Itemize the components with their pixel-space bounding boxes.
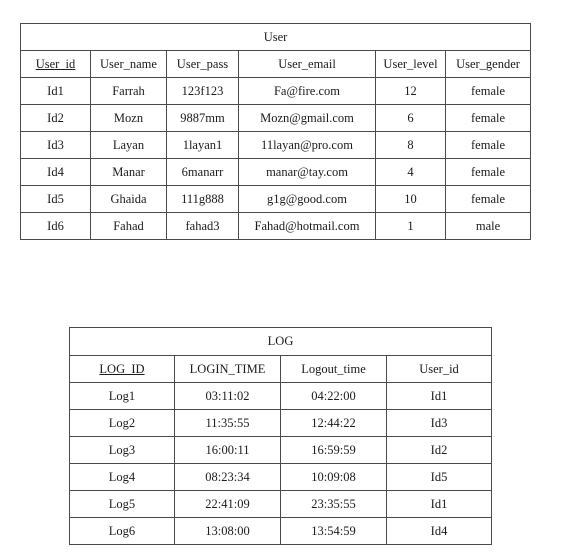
user-id-cell: Id2 [21, 105, 91, 132]
user-id-cell: Id5 [21, 186, 91, 213]
table-row [70, 491, 492, 518]
table-row [70, 410, 492, 437]
user-pass-cell: 9887mm [167, 105, 239, 132]
user-name-cell: Fahad [91, 213, 167, 240]
login-time-cell: 22:41:09 [175, 491, 281, 518]
log-id-cell: Log5 [70, 491, 175, 518]
user-email-cell: Fa@fire.com [239, 78, 376, 105]
log-table [69, 327, 492, 545]
table-row [21, 186, 531, 213]
user-gender-cell: female [446, 132, 531, 159]
log-id-cell: Log2 [70, 410, 175, 437]
user-gender-cell: female [446, 78, 531, 105]
user-table-title: User [21, 24, 531, 51]
user-email-cell: 11layan@pro.com [239, 132, 376, 159]
log-id-cell: Log1 [70, 383, 175, 410]
table-row [21, 132, 531, 159]
user-email-cell: manar@tay.com [239, 159, 376, 186]
table-row [21, 213, 531, 240]
user-name-cell: Layan [91, 132, 167, 159]
log-user-id-cell: Id5 [387, 464, 492, 491]
log-table-header-row [70, 356, 492, 383]
user-gender-cell: male [446, 213, 531, 240]
user-name-cell: Ghaida [91, 186, 167, 213]
user-id-cell: Id1 [21, 78, 91, 105]
user-email-cell: Mozn@gmail.com [239, 105, 376, 132]
log-id-cell: Log4 [70, 464, 175, 491]
login-time-cell: 03:11:02 [175, 383, 281, 410]
user-gender-cell: female [446, 159, 531, 186]
column-header-login-time: LOGIN_TIME [175, 356, 281, 383]
user-level-cell: 10 [376, 186, 446, 213]
log-user-id-cell: Id1 [387, 383, 492, 410]
user-pass-cell: fahad3 [167, 213, 239, 240]
column-header-user-level: User_level [376, 51, 446, 78]
user-email-cell: g1g@good.com [239, 186, 376, 213]
table-row [21, 159, 531, 186]
column-header-logout-time: Logout_time [281, 356, 387, 383]
user-level-cell: 12 [376, 78, 446, 105]
table-row [21, 105, 531, 132]
user-pass-cell: 1layan1 [167, 132, 239, 159]
column-header-user-id: User_id [21, 51, 91, 78]
user-pass-cell: 111g888 [167, 186, 239, 213]
user-id-cell: Id4 [21, 159, 91, 186]
log-id-cell: Log3 [70, 437, 175, 464]
log-table-title: LOG [70, 328, 492, 356]
logout-time-cell: 04:22:00 [281, 383, 387, 410]
login-time-cell: 08:23:34 [175, 464, 281, 491]
table-row [21, 78, 531, 105]
table-row [70, 464, 492, 491]
column-header-log-id: LOG_ID [70, 356, 175, 383]
log-user-id-cell: Id1 [387, 491, 492, 518]
user-gender-cell: female [446, 105, 531, 132]
column-header-user-gender: User_gender [446, 51, 531, 78]
logout-time-cell: 10:09:08 [281, 464, 387, 491]
logout-time-cell: 12:44:22 [281, 410, 387, 437]
column-header-user-email: User_email [239, 51, 376, 78]
logout-time-cell: 23:35:55 [281, 491, 387, 518]
table-row [70, 437, 492, 464]
log-user-id-cell: Id4 [387, 518, 492, 545]
login-time-cell: 16:00:11 [175, 437, 281, 464]
log-id-cell: Log6 [70, 518, 175, 545]
column-header-log-user-id: User_id [387, 356, 492, 383]
logout-time-cell: 16:59:59 [281, 437, 387, 464]
user-level-cell: 4 [376, 159, 446, 186]
logout-time-cell: 13:54:59 [281, 518, 387, 545]
user-pass-cell: 6manarr [167, 159, 239, 186]
table-row [70, 383, 492, 410]
user-id-cell: Id6 [21, 213, 91, 240]
log-user-id-cell: Id2 [387, 437, 492, 464]
user-level-cell: 1 [376, 213, 446, 240]
user-id-cell: Id3 [21, 132, 91, 159]
user-email-cell: Fahad@hotmail.com [239, 213, 376, 240]
user-level-cell: 6 [376, 105, 446, 132]
login-time-cell: 11:35:55 [175, 410, 281, 437]
user-pass-cell: 123f123 [167, 78, 239, 105]
user-table [20, 23, 531, 240]
table-row [70, 518, 492, 545]
user-table-header-row [21, 51, 531, 78]
log-user-id-cell: Id3 [387, 410, 492, 437]
user-name-cell: Farrah [91, 78, 167, 105]
user-name-cell: Manar [91, 159, 167, 186]
user-level-cell: 8 [376, 132, 446, 159]
login-time-cell: 13:08:00 [175, 518, 281, 545]
column-header-user-pass: User_pass [167, 51, 239, 78]
user-gender-cell: female [446, 186, 531, 213]
user-name-cell: Mozn [91, 105, 167, 132]
column-header-user-name: User_name [91, 51, 167, 78]
